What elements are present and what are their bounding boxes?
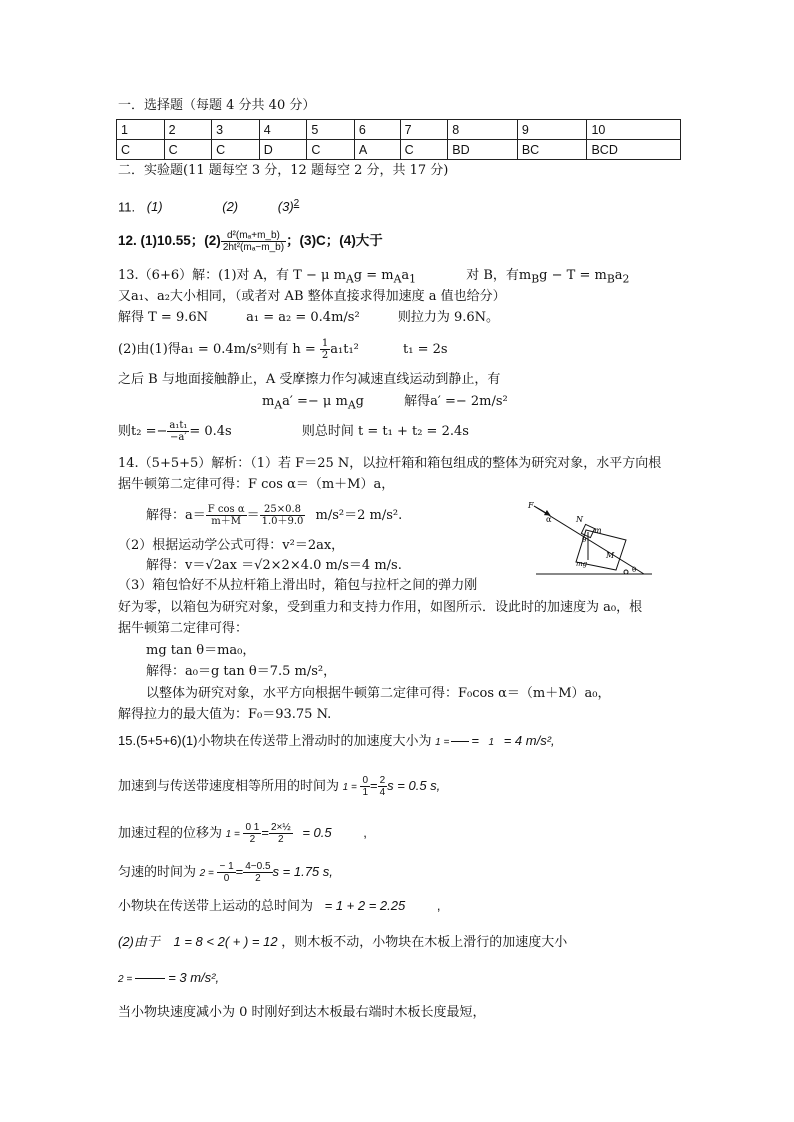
frac-num: 1 — [321, 338, 329, 349]
q15-frac — [269, 822, 293, 845]
frac-den: 0 — [223, 873, 230, 884]
q15-eq: 2 = — [118, 974, 133, 985]
force-arrow — [534, 506, 548, 514]
label-m: m — [594, 526, 602, 535]
q15-line1 — [118, 733, 555, 751]
table-cell: C — [117, 140, 165, 160]
frac-num: 0 — [362, 775, 369, 786]
frac-den: −a′ — [170, 432, 187, 443]
q13-result-t: 解得 T = 9.6N — [118, 310, 209, 325]
q14-solve-a: 解得：a＝ — [146, 508, 206, 523]
q15-eq: = — [370, 777, 378, 793]
table-cell: C — [307, 140, 355, 160]
q15-eq: 1 — [488, 737, 495, 748]
q13-sub: A — [393, 272, 402, 286]
q14-line5: 解得：v＝√2ax ＝√2×2×4.0 m/s＝4 m/s. — [146, 558, 402, 573]
q15-eq: 1 = — [435, 737, 450, 748]
table-cell: C — [164, 140, 212, 160]
q15-line7 — [118, 970, 219, 988]
frac-num: 0 1 — [245, 822, 260, 833]
q14-line1: 14.（5+5+5）解析：（1）若 F＝25 N，以拉杆箱和箱包组成的整体为研究对象，水平方向根 — [118, 456, 662, 471]
section1-heading: 一．选择题（每题 4 分共 40 分） — [118, 98, 316, 113]
q15-eq: 1 = — [225, 828, 240, 840]
q13-result-f: 则拉力为 9.6N。 — [397, 310, 499, 325]
q12-fraction — [221, 230, 286, 253]
q13-line5: 之后 B 与地面接触静止，A 受摩擦力作匀减速直线运动到静止，有 — [118, 372, 501, 387]
q13-sub: A — [345, 272, 354, 286]
frac-num: F cos α — [207, 504, 245, 515]
force-diagram — [526, 500, 656, 580]
q13-line7 — [118, 420, 469, 443]
label-theta-bottom: θ — [632, 566, 637, 574]
q11-part1: (1) — [146, 199, 163, 215]
table-cell: 10 — [587, 120, 681, 140]
q15-frac — [378, 775, 388, 798]
frac-den: 1 — [362, 787, 369, 798]
frac-den: 1.0＋9.0 — [261, 516, 304, 527]
table-cell: 3 — [212, 120, 260, 140]
q14-line12: 解得拉力的最大值为：F₀＝93.75 N. — [118, 707, 332, 722]
q13-eq-ma: m — [262, 394, 275, 409]
q11-part3: (3) — [277, 199, 294, 215]
frac-num: 2×½ — [270, 822, 291, 833]
q15-line3: 加速过程的位移为 1 = $\frac{0 1}{2}$ = $\frac{\text{2×½}}{2}$ = 0.5 , — [118, 822, 367, 845]
q14-line10: 解得：a₀＝g tan θ＝7.5 m/s²， — [146, 664, 337, 679]
frac-den: 4 — [379, 787, 386, 798]
table-cell: D — [259, 140, 307, 160]
q13-sub: 1 — [409, 272, 417, 286]
frac-den: 2 — [249, 834, 256, 845]
label-theta-top: θ — [582, 536, 587, 544]
q13-line3 — [118, 310, 499, 326]
q13-part2-c: t₁ = 2s — [403, 342, 448, 357]
q15-eq: = — [235, 863, 244, 879]
q13-sub: B — [606, 272, 615, 286]
q15-frac — [243, 822, 261, 845]
q15-text: 小物块在传送带上运动的总时间为 — [118, 898, 314, 913]
q14-line2: 据牛顿第二定律可得：F cos α＝（m＋M）a， — [118, 477, 395, 492]
q11-line — [118, 196, 299, 215]
q13-eq-b: 对 B，有m — [466, 268, 532, 283]
q14-line4: （2）根据运动学公式可得：v²＝2ax， — [118, 538, 345, 553]
q14-line11: 以整体为研究对象，水平方向根据牛顿第二定律可得：F₀cos α＝（m＋M）a₀， — [146, 686, 611, 701]
q13-half-fraction — [320, 338, 330, 361]
q13-part2-b: a₁t₁² — [330, 342, 359, 357]
q13-t2-a: 则t₂ =− — [118, 424, 168, 439]
q13-line2: 又a₁、a₂大小相同，（或者对 AB 整体直接求得加速度 a 值也给分） — [118, 289, 506, 304]
q15-frac — [243, 861, 272, 884]
table-cell: 8 — [448, 120, 518, 140]
q14-line8: 据牛顿第二定律可得： — [118, 621, 249, 636]
q13-eq-b2: g − T = m — [539, 268, 607, 283]
q15-eq: 1 = 8 < 2( + ) = 12 — [173, 934, 278, 949]
q14-frac1 — [206, 504, 247, 527]
label-F: F — [528, 501, 534, 510]
q15-frac — [360, 775, 370, 798]
table-cell: 6 — [354, 120, 400, 140]
q15-eq: = — [261, 824, 269, 840]
table-cell: 2 — [164, 120, 212, 140]
q14-line7: 好为零，以箱包为研究对象，受到重力和支持力作用，如图所示．设此时的加速度为 a₀，根 — [118, 600, 643, 615]
label-alpha: α — [546, 515, 552, 524]
q14-solve-result: m/s²＝2 m/s². — [315, 508, 403, 523]
label-N: N — [576, 515, 583, 524]
q15-eq: 1 = — [342, 781, 357, 793]
table-cell: 9 — [517, 120, 587, 140]
frac-den: 2 — [255, 873, 261, 884]
q14-line3 — [146, 504, 402, 527]
q15-text: 15.(5+5+6)(1)小物块在传送带上滑动时的加速度大小为 — [118, 733, 432, 748]
q15-text: ，则木板不动，小物块在木板上滑行的加速度大小 — [281, 934, 568, 949]
q15-line4 — [118, 861, 333, 884]
q13-total-time: 则总时间 t = t₁ + t₂ = 2.4s — [301, 424, 469, 439]
q11-part2: (2) — [222, 199, 239, 215]
q12-text-a: 12. (1)10.55；(2) — [118, 233, 221, 249]
q15-eq-result: = 1 + 2 = 2.25 — [324, 898, 406, 913]
q13-eq-mu: a′ =− μ m — [282, 394, 348, 409]
q13-eq-a2: g = m — [353, 268, 394, 283]
q13-sub: A — [347, 398, 356, 412]
q13-line6 — [262, 394, 508, 414]
wheel — [624, 570, 628, 574]
q15-text: 加速过程的位移为 — [118, 824, 223, 840]
q15-eq-result: = 3 m/s², — [168, 970, 220, 985]
table-cell: A — [354, 140, 400, 160]
table-cell: C — [212, 140, 260, 160]
q13-line1 — [118, 268, 629, 288]
q11-part3-value: 2 — [293, 198, 300, 209]
section2-heading: 二．实验题(11 题每空 3 分，12 题每空 2 分，共 17 分) — [118, 163, 449, 178]
table-row — [117, 120, 681, 140]
frac-num: 4−0.5 — [245, 861, 271, 872]
q15-text: 匀速的时间为 — [118, 863, 197, 879]
frac-num: 25×0.8 — [260, 504, 306, 516]
frac-num: − 1 — [219, 861, 234, 872]
q15-eq-result: = 4 m/s², — [503, 733, 555, 748]
q15-line2 — [118, 775, 440, 798]
q15-text: (2)由于 — [118, 934, 160, 949]
label-mg: mg — [576, 560, 588, 568]
q15-line5: 小物块在传送带上运动的总时间为 = 1 + 2 = 2.25 , — [118, 898, 441, 913]
table-cell: 7 — [400, 120, 448, 140]
table-cell: BC — [517, 140, 587, 160]
q12-frac-num: d²(mₐ+m_b) — [221, 230, 286, 242]
q13-eq-b3: a — [614, 268, 623, 283]
answer-table — [116, 119, 681, 160]
table-cell: 4 — [259, 120, 307, 140]
table-cell: C — [400, 140, 448, 160]
q14-line9: mg tan θ＝ma₀， — [146, 643, 256, 658]
q12-frac-den: 2ht²(mₐ−m_b) — [222, 242, 285, 253]
fraction-bar — [451, 741, 469, 742]
table-cell: 5 — [307, 120, 355, 140]
table-cell: BD — [448, 140, 518, 160]
frac-num: 2 — [379, 775, 386, 786]
q15-frac — [217, 861, 235, 884]
q13-eq-a3: a — [401, 268, 410, 283]
q14-equals: ＝ — [246, 508, 260, 523]
q13-eq-g: g — [355, 394, 364, 409]
q15-eq: = — [471, 733, 479, 748]
q15-eq-result: = 0.5 — [302, 824, 332, 840]
q15-eq-result: s = 1.75 s, — [272, 863, 333, 879]
frac-num: a₁t₁ — [169, 420, 188, 431]
q13-sub: 2 — [622, 272, 630, 286]
q13-eq-a-prime: 解得a′ =− 2m/s² — [404, 394, 508, 409]
frac-den: m＋M — [211, 516, 242, 527]
table-cell: 1 — [117, 120, 165, 140]
q13-line4 — [118, 338, 448, 361]
frac-den: 2 — [321, 350, 329, 361]
q12-text-b: ；(3)C；(4)大于 — [286, 233, 383, 249]
q15-eq: 2 = — [199, 867, 214, 879]
q14-frac2 — [260, 504, 306, 527]
q14-line6: （3）箱包恰好不从拉杆箱上滑出时，箱包与拉杆之间的弹力刚 — [118, 578, 478, 593]
table-cell: BCD — [587, 140, 681, 160]
q13-t2-b: = 0.4s — [189, 424, 232, 439]
table-row — [117, 140, 681, 160]
label-M: M — [606, 551, 615, 560]
fraction-bar — [135, 978, 165, 979]
q11-label: 11. — [118, 199, 136, 215]
q13-sub: B — [531, 272, 540, 286]
q13-result-a: a₁ = a₂ = 0.4m/s² — [246, 310, 360, 325]
frac-den: 2 — [278, 834, 284, 845]
q15-text: 加速到与传送带速度相等所用的时间为 — [118, 777, 340, 793]
q13-t2-fraction — [167, 420, 189, 443]
q15-eq-result: s = 0.5 s, — [387, 777, 441, 793]
q13-sub: A — [274, 398, 283, 412]
q15-line6 — [118, 934, 567, 950]
q12-line — [118, 230, 383, 253]
q13-eq-a: 13.（6+6）解：(1)对 A，有 T − μ m — [118, 268, 346, 283]
q13-part2-a: (2)由(1)得a₁ = 0.4m/s²则有 h = — [118, 342, 316, 357]
q15-line8: 当小物块速度减小为 0 时刚好到达木板最右端时木板长度最短， — [118, 1005, 486, 1020]
